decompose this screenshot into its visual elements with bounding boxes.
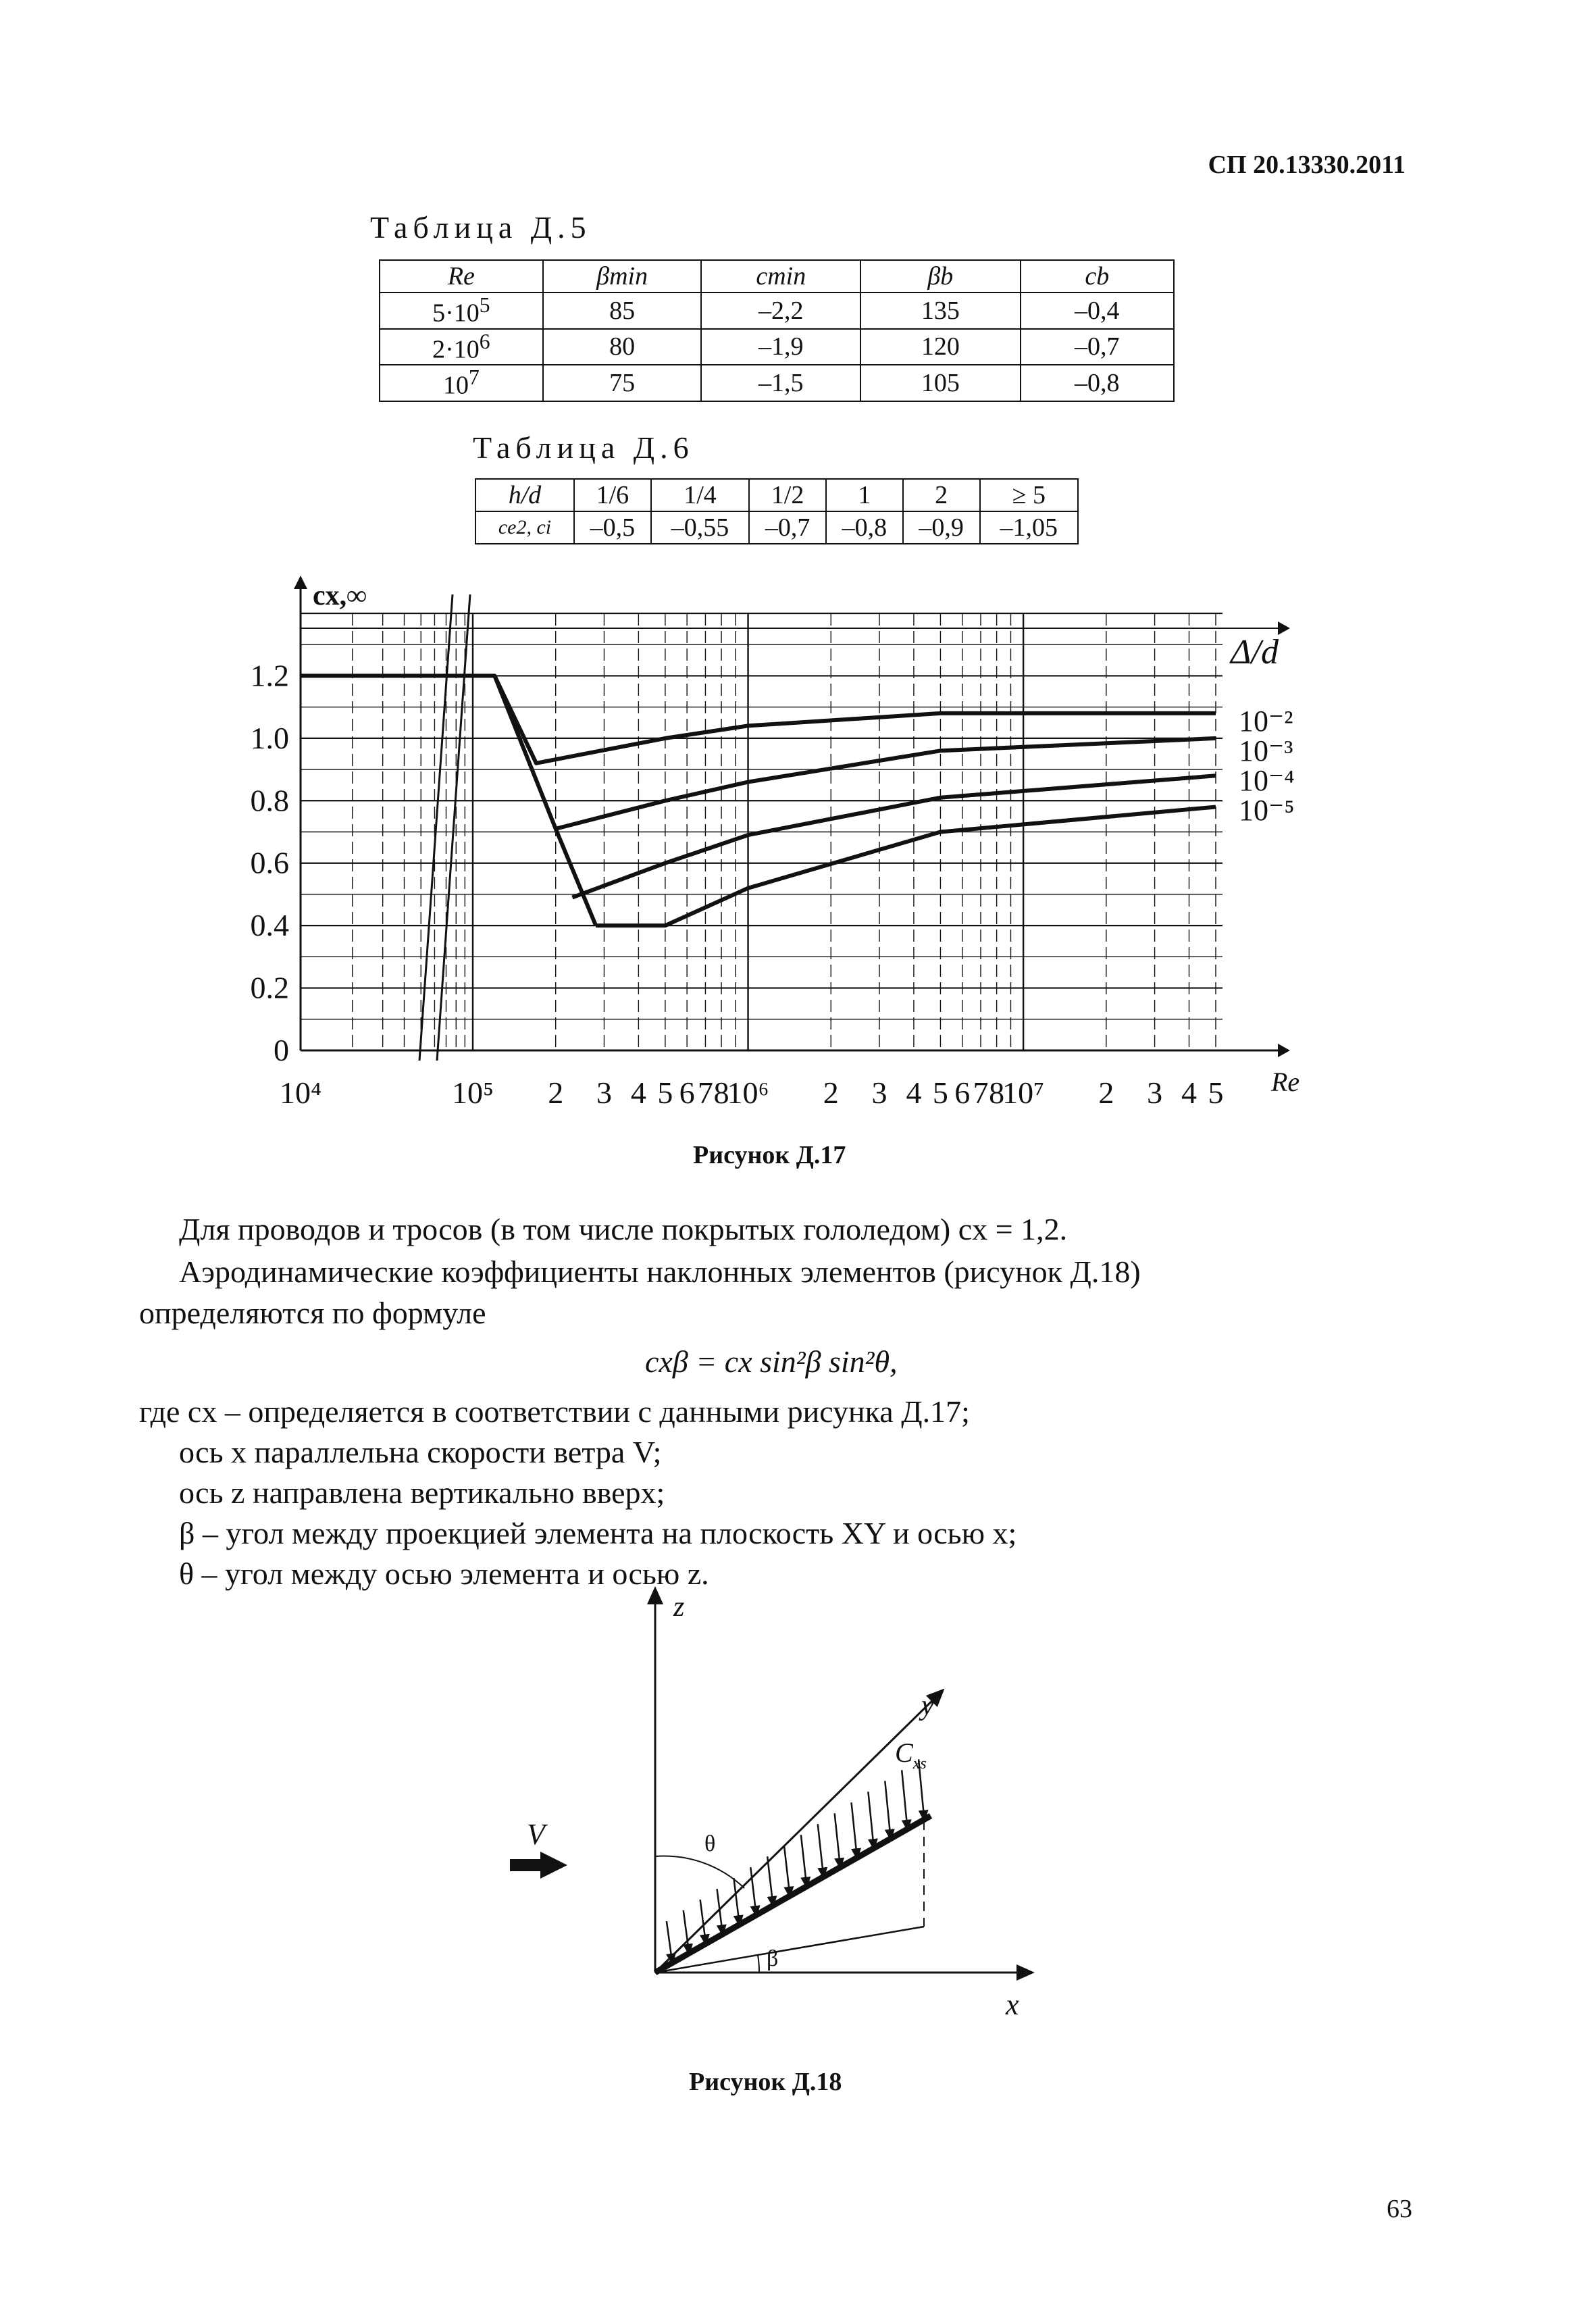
delta-axis-arrow-icon [1278,621,1290,635]
column-header: Re [380,260,543,293]
wind-arrow-shaft [510,1859,542,1871]
x-tick-label: 2 [548,1075,564,1110]
definition-z-axis: ось z направлена вертикально вверх; [179,1475,665,1510]
figure-d17-caption: Рисунок Д.17 [693,1141,846,1169]
x-tick-label: 2 [1098,1075,1114,1110]
formula: cxβ = cx sin²β sin²θ, [645,1344,898,1379]
definition-beta: β – угол между проекцией элемента на плоскость XY и осью x; [179,1516,1017,1550]
z-label: z [673,1592,685,1623]
y-tick-label: 0.2 [250,970,289,1005]
table-cell: 120 [860,329,1020,365]
table-cell: –0,8 [1021,365,1174,401]
theta-arc [655,1856,744,1888]
y-tick-label: 1.2 [250,658,289,693]
table-cell: –1,05 [980,511,1078,544]
table-cell: 1/4 [651,479,749,511]
load-arrow-icon [784,1846,790,1893]
chart-labels [251,580,1300,1110]
x-tick-label: 5 [657,1075,673,1110]
table-cell: 1 [826,479,903,511]
cxs-label: $C_{xs}$ [895,1737,927,1773]
x-tick-label: 3 [1147,1075,1163,1110]
table-cell: –0,55 [651,511,749,544]
load-arrow-icon [868,1791,873,1846]
x-tick-label: 2 [823,1075,839,1110]
table-cell: ≥ 5 [980,479,1078,511]
table-d5-caption: Таблица Д.5 [370,210,592,245]
y-axis-label: cx,∞ [313,580,367,611]
table-cell: 135 [860,293,1020,329]
x-tick-label: 10⁷ [1002,1075,1045,1110]
column-header: βb [860,260,1020,293]
wind-arrow-icon [540,1852,567,1879]
paragraph-formula-intro: определяются по формуле [139,1296,486,1330]
table-cell: –0,8 [826,511,903,544]
series-line [596,807,1216,926]
figure-d18-caption: Рисунок Д.18 [689,2068,842,2096]
table-cell: –0,5 [574,511,651,544]
table-cell: –0,7 [1021,329,1174,365]
column-header: βmin [543,260,702,293]
document-code: СП 20.13330.2011 [1208,151,1406,179]
table-cell: –2,2 [701,293,860,329]
x-tick-label: 8 [989,1075,1005,1110]
x-tick-label: 10⁵ [451,1075,494,1110]
table-cell: 105 [860,365,1020,401]
load-arrow-icon [801,1835,806,1883]
inclined-element-diagram [473,1574,1081,2047]
x-tick-label: 8 [713,1075,729,1110]
x-tick-label: 4 [630,1075,646,1110]
page-number: 63 [1387,2195,1412,2223]
table-cell: 2 [903,479,980,511]
theta-label: θ [704,1831,716,1856]
table-cell: –0,4 [1021,293,1174,329]
y-tick-label: 0.4 [250,908,289,943]
table-cell: 85 [543,293,702,329]
paragraph-wires: Для проводов и тросов (в том числе покрытых гололедом) cx = 1,2. [179,1212,1068,1246]
y-tick-label: 0.8 [250,783,289,818]
table-cell: 1/6 [574,479,651,511]
load-arrow-icon [852,1802,857,1855]
load-arrow-icon [767,1856,773,1903]
column-header: cmin [701,260,860,293]
row-header: h/d [475,479,574,511]
y-tick-label: 1.0 [250,720,289,755]
table-cell: 80 [543,329,702,365]
legend-entry: 10⁻⁵ [1239,794,1295,827]
x-axis-arrow-icon [1278,1044,1290,1057]
load-arrow-icon [902,1770,907,1826]
x-tick-label: 7 [973,1075,989,1110]
legend-entry: 10⁻³ [1239,734,1293,767]
series-line [572,776,1216,897]
x-tick-label: 6 [679,1075,695,1110]
legend-entry: 10⁻⁴ [1239,764,1295,797]
x-tick-label: 10⁶ [727,1075,769,1110]
x-tick-label: 4 [1181,1075,1198,1110]
table-cell: –1,9 [701,329,860,365]
load-arrow-icon [818,1824,823,1874]
beta-arc [758,1955,759,1973]
table-cell: 75 [543,365,702,401]
x-label: x [1006,1988,1019,2021]
table-cell: $5\cdot 10^5$ [380,293,543,329]
table-cell: 1/2 [749,479,826,511]
y-label: y [921,1690,934,1721]
table-cell: $2\cdot 10^6$ [380,329,543,365]
x-tick-label: 6 [954,1075,971,1110]
definition-theta: θ – угол между осью элемента и осью z. [179,1556,709,1591]
x-tick-label: 5 [932,1075,948,1110]
load-arrow-icon [700,1900,706,1941]
definition-cx: где cx – определяется в соответствии с данными рисунка Д.17; [139,1394,970,1429]
row-header: ce2, ci [475,511,574,544]
legend-entry: 10⁻² [1239,705,1293,738]
y-tick-label: 0.6 [250,845,289,880]
load-arrow-icon [885,1781,890,1836]
x-tick-label: 4 [906,1075,922,1110]
column-header: cb [1021,260,1174,293]
beta-label: β [767,1946,779,1971]
series-line [301,676,1216,763]
table-d6-caption: Таблица Д.6 [473,430,694,465]
axis-break-line [419,594,453,1061]
v-label: V [527,1818,545,1851]
y-axis-arrow-icon [294,576,307,589]
paragraph-inclined: Аэродинамические коэффициенты наклонных элементов (рисунок Д.18) [179,1254,1141,1289]
x-tick-label: 3 [871,1075,887,1110]
table-cell: –0,9 [903,511,980,544]
load-arrow-icon [667,1921,672,1960]
x-tick-label: 7 [697,1075,713,1110]
load-arrow-icon [733,1878,739,1922]
table-cell: –0,7 [749,511,826,544]
load-arrow-icon [835,1813,840,1864]
x-tick-label: 5 [1208,1075,1224,1110]
y-tick-label: 0 [274,1033,289,1067]
load-arrows [667,1759,924,1960]
definition-x-axis: ось x параллельна скорости ветра V; [179,1435,662,1469]
x-tick-label: 10⁴ [279,1075,322,1110]
table-cell: $10^7$ [380,365,543,401]
x-axis-label: Re [1271,1067,1300,1097]
table-cell: –1,5 [701,365,860,401]
x-tick-label: 3 [596,1075,612,1110]
legend-title: Δ/d [1231,633,1279,671]
